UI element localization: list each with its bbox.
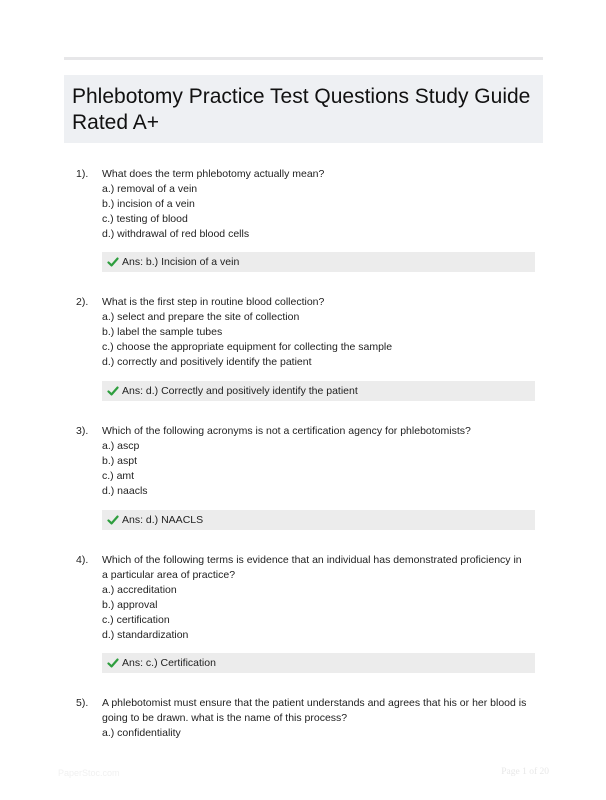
question-text-line-1: A phlebotomist must ensure that the patient understands and agrees that his or her blood is <box>102 697 527 709</box>
option-c: c.) choose the appropriate equipment for collecting the sample <box>102 341 393 353</box>
question-text: Which of the following acronyms is not a certification agency for phlebotomists? <box>102 425 471 437</box>
option-a: a.) accreditation <box>102 584 177 596</box>
check-icon <box>107 514 119 526</box>
answer-text: Ans: d.) NAACLS <box>122 514 204 526</box>
check-icon <box>107 657 119 669</box>
header-divider <box>64 57 543 60</box>
question-number: 5). <box>76 697 89 709</box>
question-body <box>102 553 538 643</box>
question-body <box>102 167 538 242</box>
page-title <box>72 84 535 136</box>
option-list <box>102 182 538 242</box>
answer-box <box>102 381 535 401</box>
page-indicator: Page 1 of 20 <box>501 767 549 777</box>
answer-text: Ans: c.) Certification <box>122 657 216 669</box>
footer-brand: PaperStoc.com <box>58 768 120 778</box>
question-text-line-2: going to be drawn. what is the name of this process? <box>102 712 348 724</box>
question-number: 3). <box>76 425 89 437</box>
option-c: c.) amt <box>102 470 135 482</box>
title-block <box>64 75 543 143</box>
option-d: d.) withdrawal of red blood cells <box>102 228 250 240</box>
option-list <box>102 726 538 741</box>
title-line-2: Rated A+ <box>72 111 159 134</box>
option-list <box>102 583 538 643</box>
option-a: a.) confidentiality <box>102 727 181 739</box>
option-b: b.) aspt <box>102 455 138 467</box>
option-b: b.) incision of a vein <box>102 198 195 210</box>
option-d: d.) naacls <box>102 485 148 497</box>
question-number: 2). <box>76 296 89 308</box>
option-list <box>102 439 538 499</box>
option-a: a.) removal of a vein <box>102 183 198 195</box>
option-c: c.) testing of blood <box>102 213 188 225</box>
question-text-line-1: Which of the following terms is evidence that an individual has demonstrated proficiency in <box>102 554 522 566</box>
question-body <box>102 424 538 499</box>
option-b: b.) approval <box>102 599 158 611</box>
question-number: 1). <box>76 168 89 180</box>
option-d: d.) standardization <box>102 629 189 641</box>
option-a: a.) select and prepare the site of collection <box>102 311 300 323</box>
question-text: What does the term phlebotomy actually mean? <box>102 168 325 180</box>
question-body <box>102 696 538 741</box>
answer-box <box>102 653 535 673</box>
answer-text: Ans: b.) Incision of a vein <box>122 256 240 268</box>
question-text: What is the first step in routine blood collection? <box>102 296 325 308</box>
option-d: d.) correctly and positively identify the patient <box>102 356 312 368</box>
option-c: c.) certification <box>102 614 170 626</box>
answer-box <box>102 510 535 530</box>
option-list <box>102 310 538 370</box>
option-a: a.) ascp <box>102 440 140 452</box>
check-icon <box>107 256 119 268</box>
answer-box <box>102 252 535 272</box>
title-line-1: Phlebotomy Practice Test Questions Study Guide <box>72 85 531 108</box>
question-number: 4). <box>76 554 89 566</box>
question-text-line-2: a particular area of practice? <box>102 569 236 581</box>
option-b: b.) label the sample tubes <box>102 326 223 338</box>
answer-text: Ans: d.) Correctly and positively identify the patient <box>122 385 358 397</box>
question-body <box>102 295 538 370</box>
check-icon <box>107 385 119 397</box>
